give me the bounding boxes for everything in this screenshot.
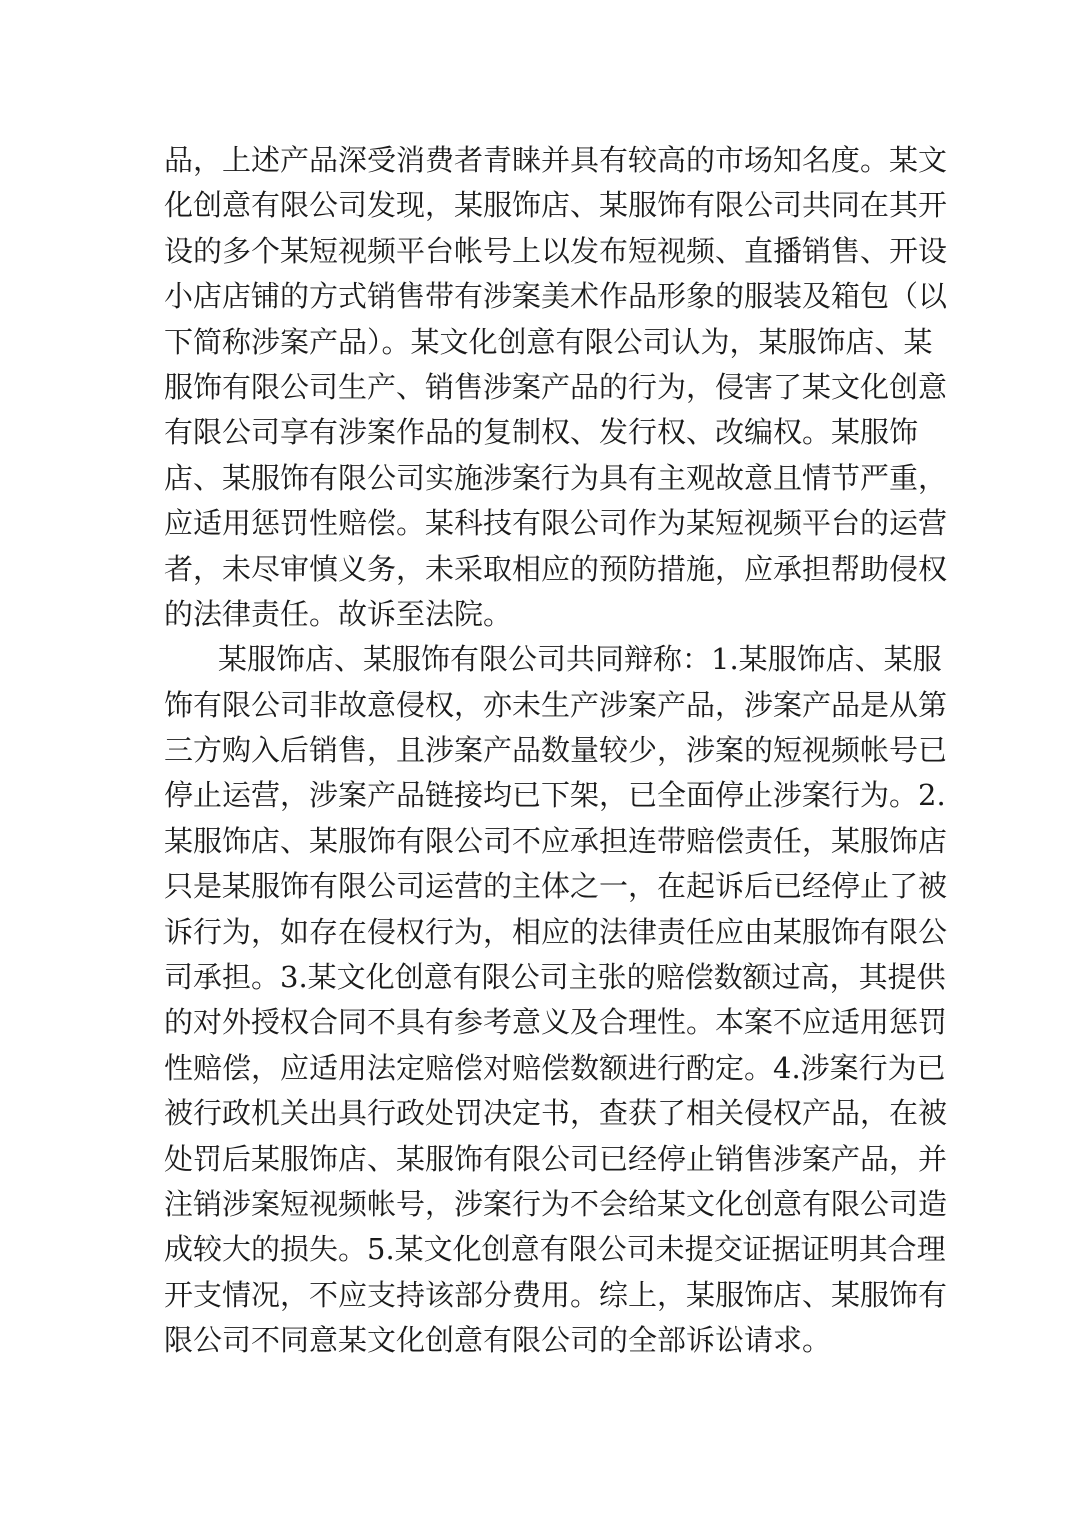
text-line: 停止运营，涉案产品链接均已下架，已全面停止涉案行为。2. <box>164 778 946 813</box>
text-line: 开支情况，不应支持该部分费用。综上，某服饰店、某服饰有 <box>164 1277 948 1312</box>
text-line: 的对外授权合同不具有参考意义及合理性。本案不应适用惩罚 <box>164 1005 948 1040</box>
paragraph-end-line: 限公司不同意某文化创意有限公司的全部诉讼请求。 <box>164 1323 832 1358</box>
text-line: 某服饰店、某服饰有限公司不应承担连带赔偿责任，某服饰店 <box>164 823 948 858</box>
text-line: 化创意有限公司发现，某服饰店、某服饰有限公司共同在其开 <box>164 188 948 223</box>
text-line: 店、某服饰有限公司实施涉案行为具有主观故意且情节严重， <box>164 460 948 495</box>
text-line: 司承担。3.某文化创意有限公司主张的赔偿数额过高，其提供 <box>164 960 946 995</box>
text-line: 品，上述产品深受消费者青睐并具有较高的市场知名度。某文 <box>164 143 948 177</box>
text-line: 只是某服饰有限公司运营的主体之一，在起诉后已经停止了被 <box>164 869 948 904</box>
text-line: 诉行为，如存在侵权行为，相应的法律责任应由某服饰有限公 <box>164 914 948 949</box>
text-line: 饰有限公司非故意侵权，亦未生产涉案产品，涉案产品是从第 <box>164 687 948 722</box>
text-line: 三方购入后销售，且涉案产品数量较少，涉案的短视频帐号已 <box>164 733 948 768</box>
paragraph-end-line: 的法律责任。故诉至法院。 <box>164 596 513 631</box>
text-line: 处罚后某服饰店、某服饰有限公司已经停止销售涉案产品，并 <box>164 1141 948 1176</box>
text-line: 服饰有限公司生产、销售涉案产品的行为，侵害了某文化创意 <box>164 369 948 404</box>
text-line: 下简称涉案产品）。某文化创意有限公司认为，某服饰店、某 <box>164 324 933 359</box>
text-line: 性赔偿，应适用法定赔偿对赔偿数额进行酌定。4.涉案行为已 <box>164 1050 946 1085</box>
paragraph-start-line: 某服饰店、某服饰有限公司共同辩称：1.某服饰店、某服 <box>218 642 942 677</box>
text-line: 小店店铺的方式销售带有涉案美术作品形象的服装及箱包（以 <box>164 279 948 314</box>
document-body <box>164 138 948 1364</box>
text-line: 成较大的损失。5.某文化创意有限公司未提交证据证明其合理 <box>164 1232 946 1267</box>
text-line: 设的多个某短视频平台帐号上以发布短视频、直播销售、开设 <box>164 233 948 268</box>
text-line: 有限公司享有涉案作品的复制权、发行权、改编权。某服饰 <box>164 415 919 450</box>
text-line: 者，未尽审慎义务，未采取相应的预防措施，应承担帮助侵权 <box>164 551 948 586</box>
text-line: 注销涉案短视频帐号，涉案行为不会给某文化创意有限公司造 <box>164 1186 948 1221</box>
text-line: 应适用惩罚性赔偿。某科技有限公司作为某短视频平台的运营 <box>164 506 948 541</box>
text-line: 被行政机关出具行政处罚决定书，查获了相关侵权产品，在被 <box>164 1096 948 1131</box>
